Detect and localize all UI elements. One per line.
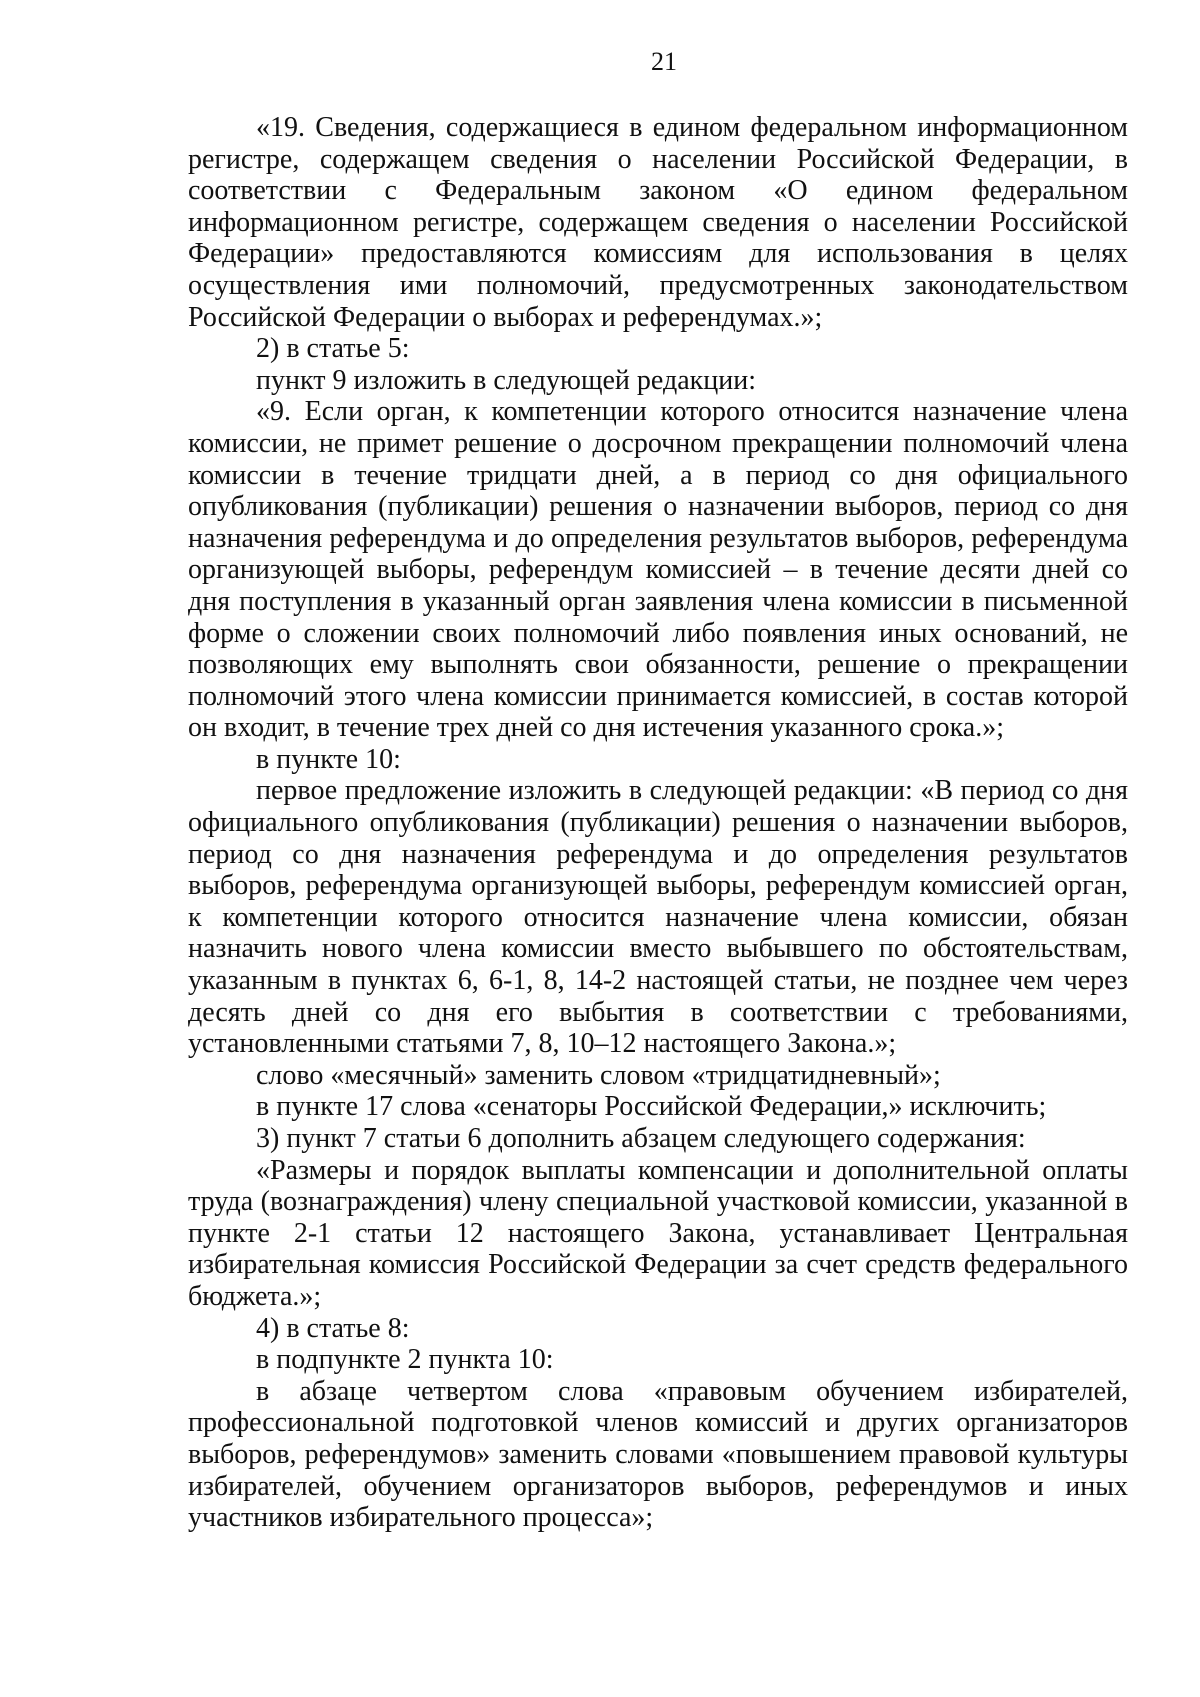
paragraph-amendment-3: 3) пункт 7 статьи 6 дополнить абзацем следующего содержания: bbox=[256, 1123, 1026, 1154]
paragraph-amendment-2: 2) в статье 5: bbox=[256, 333, 410, 365]
paragraph-point-9-text: «9. Если орган, к компетенции которого относится назначение члена комиссии, не примет решение о досрочном прекращении полномочий члена комиссии в течение тридцати дней, а в период со дня официального опубликования (публикации) решения о назначении выборов, период со дня назначения референдума и до определения результатов выборов, референдума организующей выборы, референдум комиссией – в течение десяти дней со дня поступления в указанный орган заявления члена комиссии в письменной форме о сложении своих полномочий либо появления иных оснований, не позволяющих ему выполнять свои обязанности, решение о прекращении полномочий этого члена комиссии принимается комиссией, в состав которой он входит, в течение трех дней со дня истечения указанного срока.»; bbox=[188, 396, 1128, 744]
paragraph-compensation: «Размеры и порядок выплаты компенсации и дополнительной оплаты труда (вознаграждения) члену специальной участковой комиссии, указанной в пункте 2-1 статьи 12 настоящего Закона, устанавливает Центральная избирательная комиссия Российской Федерации за счет средств федерального бюджета.»; bbox=[188, 1154, 1128, 1312]
paragraph-fourth-abzac: в абзаце четвертом слова «правовым обучением избирателей, профессиональной подготовкой членов комиссий и других организаторов выборов, референдумов» заменить словами «повышением правовой культуры избирателей, обучением организаторов выборов, референдумов и иных участников избирательного процесса»; bbox=[188, 1375, 1128, 1534]
paragraph-point-9-intro: пункт 9 изложить в следующей редакции: bbox=[256, 364, 756, 396]
document-body bbox=[188, 112, 1128, 1534]
paragraph-point-10-text: первое предложение изложить в следующей редакции: «В период со дня официального опубликования (публикации) решения о назначении выборов, период со дня назначения референдума и до определения результатов выборов, референдума организующей выборы, референдум комиссией орган, к компетенции которого относится назначение члена комиссии, обязан назначить нового члена комиссии вместо выбывшего по обстоятельствам, указанным в пунктах 6, 6-1, 8, 14-2 настоящей статьи, не позднее чем через десять дней со дня его выбытия в соответствии с требованиями, установленными статьями 7, 8, 10–12 настоящего Закона.»; bbox=[188, 775, 1128, 1060]
paragraph-point-10-intro: в пункте 10: bbox=[256, 743, 401, 775]
paragraph-subpoint-2: в подпункте 2 пункта 10: bbox=[256, 1344, 554, 1376]
paragraph-amendment-4: 4) в статье 8: bbox=[256, 1312, 410, 1344]
page-number: 21 bbox=[651, 47, 677, 76]
paragraph-point-17: в пункте 17 слова «сенаторы Российской Федерации,» исключить; bbox=[256, 1091, 1047, 1123]
paragraph-item-19: «19. Сведения, содержащиеся в едином федеральном информационном регистре, содержащем сведения о населении Российской Федерации, в соответствии с Федеральным законом «О едином федеральном информационном регистре, содержащем сведения о населении Российской Федерации» предоставляются комиссиям для использования в целях осуществления ими полномочий, предусмотренных законодательством Российской Федерации о выборах и референдумах.»; bbox=[188, 112, 1128, 333]
paragraph-word-replace: слово «месячный» заменить словом «тридцатидневный»; bbox=[256, 1059, 941, 1091]
